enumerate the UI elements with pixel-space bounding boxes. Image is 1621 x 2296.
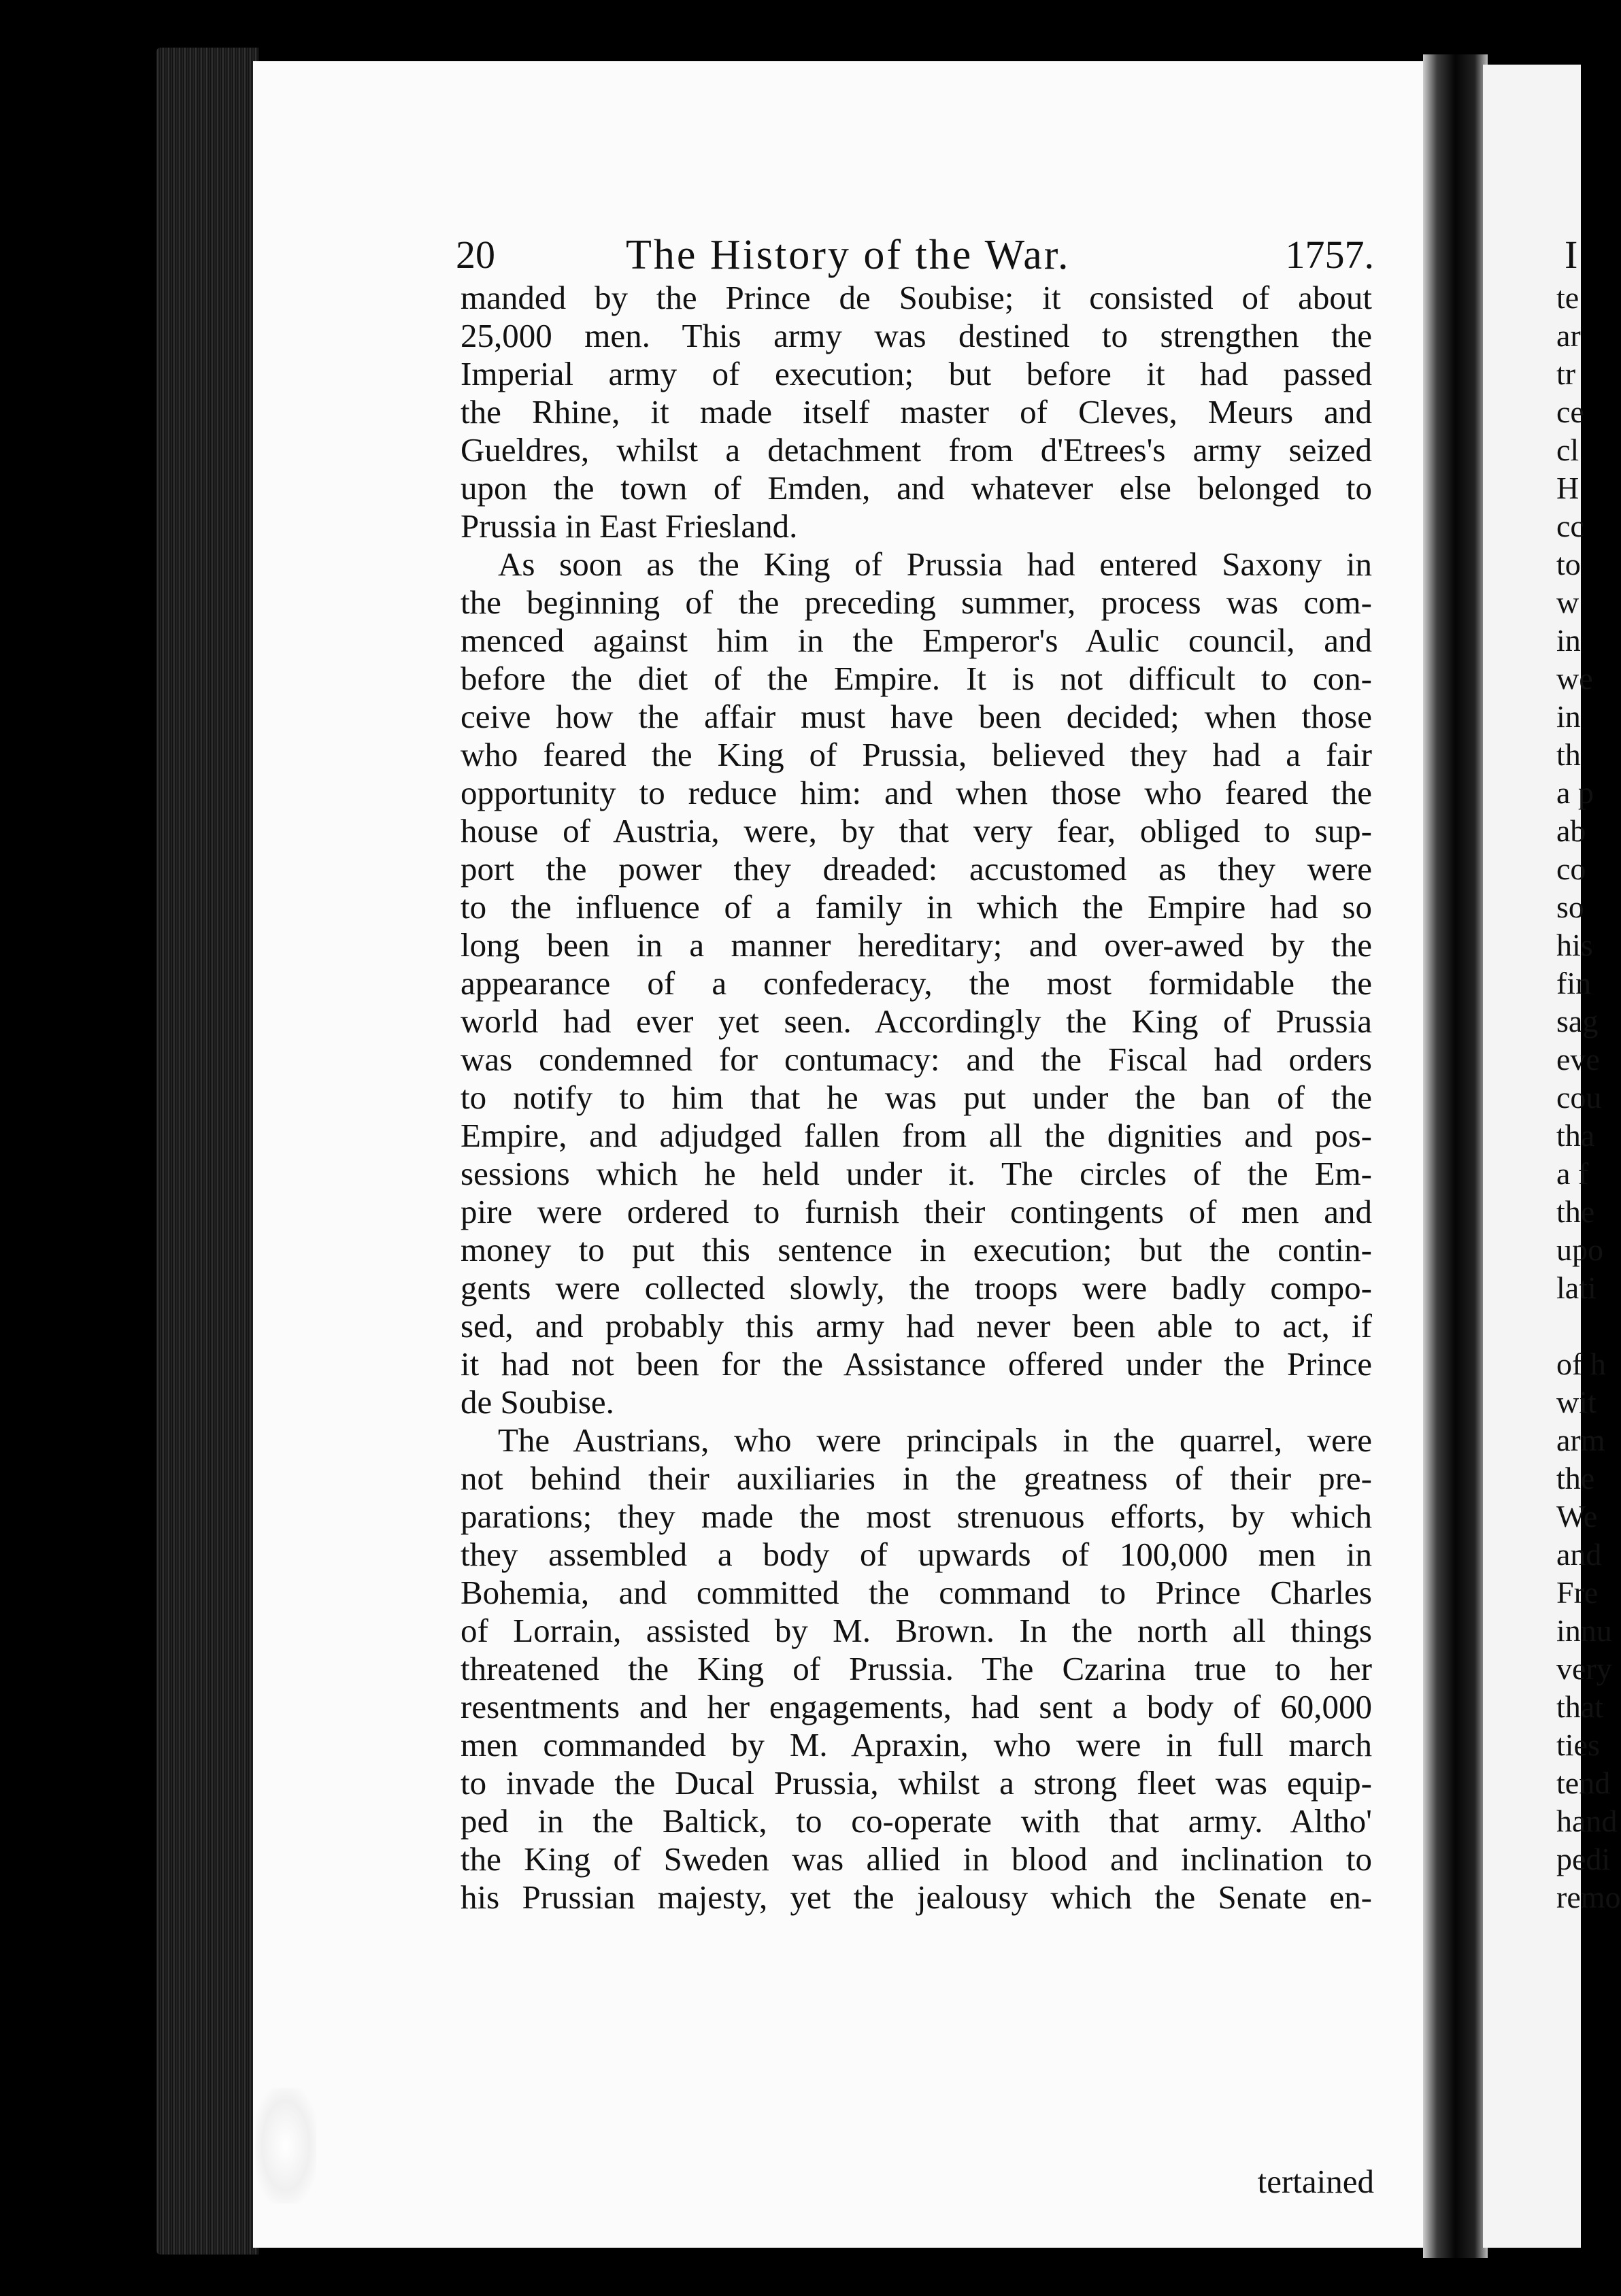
text-line: the King of Sweden was allied in blood and inclination to (461, 1840, 1372, 1878)
text-line: house of Austria, were, by that very fear, obliged to sup- (461, 812, 1372, 849)
facing-page-line: tha (1556, 1118, 1595, 1153)
facing-page-line: remo (1556, 1880, 1621, 1914)
text-line: his Prussian majesty, yet the jealousy which the Senate en- (461, 1878, 1372, 1916)
facing-page-line: We (1556, 1499, 1598, 1534)
text-line: men commanded by M. Apraxin, who were in full march (461, 1726, 1372, 1763)
facing-page-line: innu (1556, 1613, 1612, 1648)
text-line: to the influence of a family in which the Empire had so (461, 888, 1372, 926)
running-head (456, 224, 1374, 286)
facing-page-line: lati (1556, 1270, 1597, 1305)
facing-page-line: ce (1556, 394, 1584, 429)
facing-page-line: w (1556, 585, 1580, 620)
text-line: As soon as the King of Prussia had entered Saxony in (498, 545, 1372, 583)
facing-page-line: Fre (1556, 1575, 1599, 1610)
facing-page-line: very (1556, 1651, 1612, 1686)
text-line: to invade the Ducal Prussia, whilst a strong fleet was equip- (461, 1764, 1372, 1802)
facing-page-line: pedi (1556, 1842, 1611, 1876)
text-line: sed, and probably this army had never been able to act, if (461, 1307, 1372, 1345)
facing-page-line: in (1556, 623, 1581, 658)
text-line: money to put this sentence in execution; but the contin- (461, 1231, 1372, 1268)
running-title: The History of the War. (626, 232, 1071, 278)
facing-page-line: we (1556, 661, 1593, 696)
text-line: Imperial army of execution; but before it had passed (461, 355, 1372, 392)
paper-blemish (255, 2088, 316, 2204)
page-edges (156, 48, 258, 2255)
book-gutter (1423, 54, 1488, 2258)
facing-page-line: of h (1556, 1347, 1606, 1381)
facing-page-line: to (1556, 547, 1581, 581)
text-line: before the diet of the Empire. It is not difficult to con- (461, 660, 1372, 697)
facing-page-line: sag (1556, 1004, 1599, 1039)
facing-page-line: the (1556, 1194, 1595, 1229)
facing-page-line: th (1556, 737, 1581, 772)
text-line: sessions which he held under it. The circles of the Em- (461, 1155, 1372, 1192)
text-line: not behind their auxiliaries in the greatness of their pre- (461, 1459, 1372, 1497)
text-line: manded by the Prince de Soubise; it consisted of about (461, 279, 1372, 316)
text-line: ceive how the affair must have been decided; when those (461, 698, 1372, 735)
text-line: Bohemia, and committed the command to Prince Charles (461, 1574, 1372, 1611)
text-line: who feared the King of Prussia, believed they had a fair (461, 736, 1372, 773)
facing-page-line: his (1556, 928, 1593, 962)
text-line: menced against him in the Emperor's Aulic council, and (461, 622, 1372, 659)
facing-page-line: fin (1556, 966, 1592, 1000)
facing-page-line: the (1556, 1461, 1595, 1496)
text-line: appearance of a confederacy, the most formidable the (461, 964, 1372, 1002)
facing-page-line: ar (1556, 318, 1581, 353)
facing-page-head: I (1565, 233, 1578, 277)
facing-page-line: H (1556, 471, 1580, 505)
facing-page-line: ties (1556, 1727, 1600, 1762)
text-line: Empire, and adjudged fallen from all the dignities and pos- (461, 1117, 1372, 1154)
facing-page-line: that (1556, 1689, 1603, 1724)
text-line: Gueldres, whilst a detachment from d'Etrees's army seized (461, 431, 1372, 469)
facing-page-line: and (1556, 1537, 1602, 1572)
catchword: tertained (1257, 2163, 1374, 2200)
text-line: long been in a manner hereditary; and over-awed by the (461, 926, 1372, 964)
text-line: de Soubise. (461, 1383, 614, 1421)
facing-page-line: arm (1556, 1423, 1605, 1457)
facing-page-line: eve (1556, 1042, 1600, 1077)
facing-page-line: a p (1556, 775, 1594, 810)
facing-page-line: so (1556, 890, 1584, 924)
text-line: ped in the Baltick, to co-operate with that army. Altho' (461, 1802, 1372, 1840)
facing-page-line: cou (1556, 1080, 1602, 1115)
text-line: was condemned for contumacy: and the Fiscal had orders (461, 1041, 1372, 1078)
text-line: upon the town of Emden, and whatever else belonged to (461, 469, 1372, 507)
facing-page-line: ab (1556, 813, 1586, 848)
facing-page-line: upo (1556, 1232, 1603, 1267)
body-text (461, 279, 1372, 1917)
text-line: opportunity to reduce him: and when those who feared the (461, 774, 1372, 811)
text-line: gents were collected slowly, the troops were badly compo- (461, 1269, 1372, 1306)
running-year: 1757. (1285, 233, 1374, 277)
facing-page-line: co (1556, 851, 1586, 886)
facing-page-line: cl (1556, 433, 1580, 467)
text-line: the Rhine, it made itself master of Cleves, Meurs and (461, 393, 1372, 430)
text-line: pire were ordered to furnish their contingents of men and (461, 1193, 1372, 1230)
text-line: The Austrians, who were principals in the quarrel, were (498, 1421, 1372, 1459)
text-line: it had not been for the Assistance offered under the Prince (461, 1345, 1372, 1383)
facing-page-line: tend (1556, 1766, 1611, 1800)
facing-page-line: hand (1556, 1804, 1618, 1838)
facing-page-line: te (1556, 280, 1580, 315)
facing-page-line: wit (1556, 1385, 1597, 1419)
facing-page-line: a f (1556, 1156, 1589, 1191)
text-line: to notify to him that he was put under the ban of the (461, 1079, 1372, 1116)
facing-page-line: tr (1556, 356, 1576, 391)
text-line: Prussia in East Friesland. (461, 507, 798, 545)
text-line: threatened the King of Prussia. The Czarina true to her (461, 1650, 1372, 1687)
facing-page-line: cc (1556, 509, 1584, 543)
text-line: the beginning of the preceding summer, process was com- (461, 584, 1372, 621)
text-line: resentments and her engagements, had sent a body of 60,000 (461, 1688, 1372, 1725)
text-line: parations; they made the most strenuous efforts, by which (461, 1498, 1372, 1535)
text-line: of Lorrain, assisted by M. Brown. In the north all things (461, 1612, 1372, 1649)
text-line: world had ever yet seen. Accordingly the King of Prussia (461, 1002, 1372, 1040)
facing-page-line: in (1556, 699, 1581, 734)
text-line: port the power they dreaded: accustomed as they were (461, 850, 1372, 888)
text-line: 25,000 men. This army was destined to strengthen the (461, 317, 1372, 354)
text-line: they assembled a body of upwards of 100,000 men in (461, 1536, 1372, 1573)
page-number: 20 (456, 233, 495, 277)
